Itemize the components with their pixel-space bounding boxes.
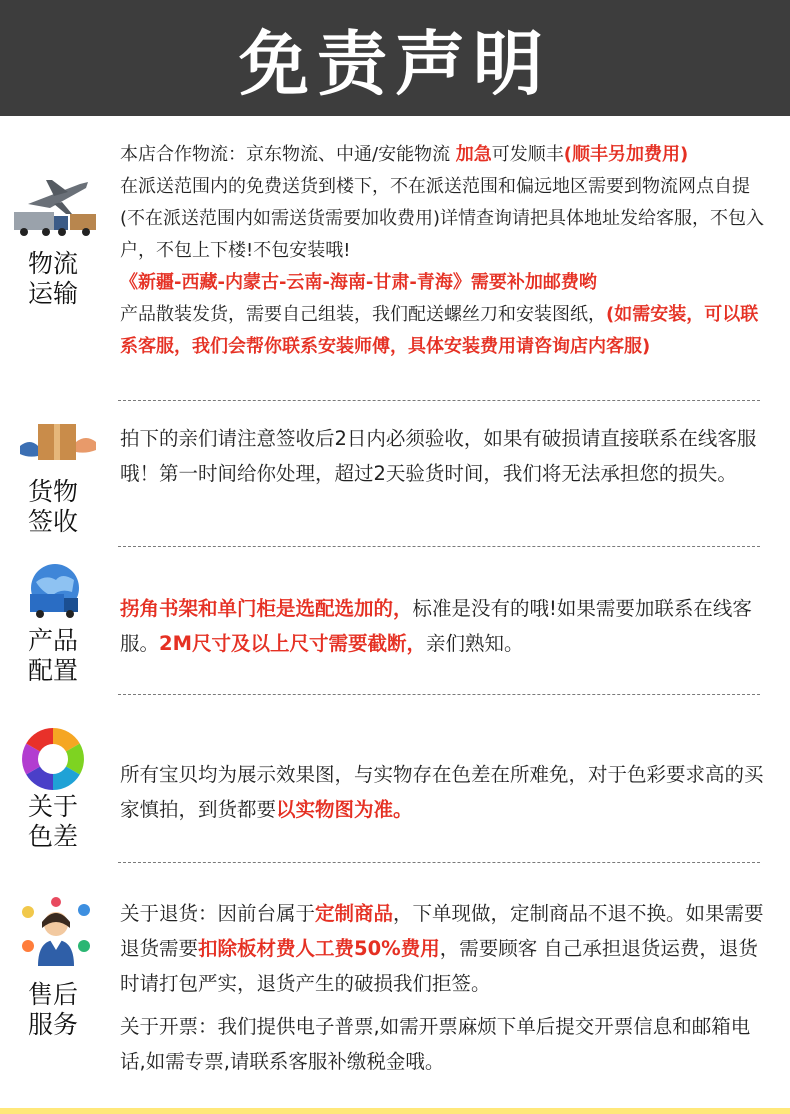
globe-truck-icon <box>22 562 88 622</box>
actual-product-note: 以实物图为准。 <box>276 798 413 821</box>
receipt-text: 拍下的亲们请注意签收后2日内必须验收，如果有破损请直接联系在线客服哦！第一时间给你处理，超过2天验货时间，我们将无法承担您的损失。 <box>120 427 757 485</box>
customer-service-icon <box>18 894 94 970</box>
return-heading: 关于退货： <box>120 902 218 925</box>
category-label-line2: 配置 <box>27 656 78 685</box>
section-color <box>0 696 790 862</box>
urgent-label: 加急 <box>455 144 492 165</box>
return-text-e: ，需要顾客 自己承担退货运费，退货时请打包严实，退货产生的破损我们拒签。 <box>120 937 758 995</box>
sf-label: 可发顺丰 <box>491 144 564 165</box>
logistics-text <box>120 139 770 363</box>
package-hands-icon <box>16 416 100 466</box>
category-label <box>22 792 84 852</box>
category-label-line1: 产品 <box>27 626 78 655</box>
assembly-text <box>120 299 770 363</box>
category-label-line1: 关于 <box>27 792 78 821</box>
category-label <box>22 249 84 309</box>
deduction-note: 扣除板材费人工费50%费用 <box>198 937 440 960</box>
section-divider <box>118 546 760 547</box>
return-text-c: ，下单现做，定制商品不退不换。如果需要退货需要 <box>120 902 764 960</box>
category-label-line2: 色差 <box>27 822 78 851</box>
title-banner <box>0 0 790 116</box>
section-divider <box>118 694 760 695</box>
color-wheel-icon <box>20 726 86 792</box>
color-text <box>120 757 770 827</box>
bottom-strip <box>0 1108 790 1114</box>
invoice-text: 我们提供电子普票,如需开票麻烦下单后提交开票信息和邮箱电话,如需专票,请联系客服补缴税金哦。 <box>120 1015 751 1073</box>
category-label-line2: 签收 <box>27 507 78 536</box>
color-diff-note: 所有宝贝均为展示效果图，与实物存在色差在所难免，对于色彩要求高的买家慎拍，到货都要 <box>120 763 764 821</box>
airplane-truck-icon <box>10 174 102 240</box>
section-config <box>0 548 790 694</box>
category-label-line1: 物流 <box>27 249 78 278</box>
optional-items-note: 拐角书架和单门柜是选配选加的， <box>120 597 413 620</box>
config-text <box>120 591 770 661</box>
delivery-range-text: 在派送范围内的免费送货到楼下，不在派送范围和偏远地区需要到物流网点自提(不在派送范围内如需送货需要加收费用)详情查询请把具体地址发给客服，不包入户，不包上下楼!不包安装哦! <box>120 176 765 261</box>
section-service <box>0 864 790 1104</box>
category-label-line1: 货物 <box>27 477 78 506</box>
category-label <box>22 980 84 1040</box>
invoice-policy <box>120 1009 770 1079</box>
page-title: 免责声明 <box>239 22 551 105</box>
return-text-a: 因前台属于 <box>217 902 316 925</box>
notice-suffix: 亲们熟知。 <box>426 632 524 655</box>
custom-product-label: 定制商品 <box>315 902 394 925</box>
remote-area-fee: 《新疆-西藏-内蒙古-云南-海南-甘肃-青海》需要补加邮费哟 <box>120 272 597 293</box>
section-divider <box>118 400 760 401</box>
section-divider <box>118 862 760 863</box>
invoice-heading: 关于开票： <box>120 1015 218 1038</box>
category-label <box>22 626 84 686</box>
category-label-line2: 运输 <box>27 279 78 308</box>
standard-note: 标准是没有的哦!如果需要加联系在线客服。 <box>120 597 752 655</box>
category-label-line1: 售后 <box>27 980 78 1009</box>
logistics-partners: 本店合作物流：京东物流、中通/安能物流 <box>120 144 456 165</box>
category-label <box>22 477 84 537</box>
section-receipt <box>0 402 790 546</box>
assembly-info: 产品散装发货，需要自己组装，我们配送螺丝刀和安装图纸， <box>120 304 606 325</box>
section-logistics <box>0 116 790 396</box>
logistics-line1 <box>120 139 770 171</box>
return-policy <box>120 896 770 1001</box>
service-text <box>120 896 770 1079</box>
category-label-line2: 服务 <box>27 1010 78 1039</box>
installation-note: (如需安装，可以联系客服，我们会帮你联系安装师傅，具体安装费用请咨询店内客服) <box>120 304 759 357</box>
sf-extra-fee: (顺丰另加费用) <box>563 144 689 165</box>
cut-size-note: 2M尺寸及以上尺寸需要截断， <box>159 632 426 655</box>
